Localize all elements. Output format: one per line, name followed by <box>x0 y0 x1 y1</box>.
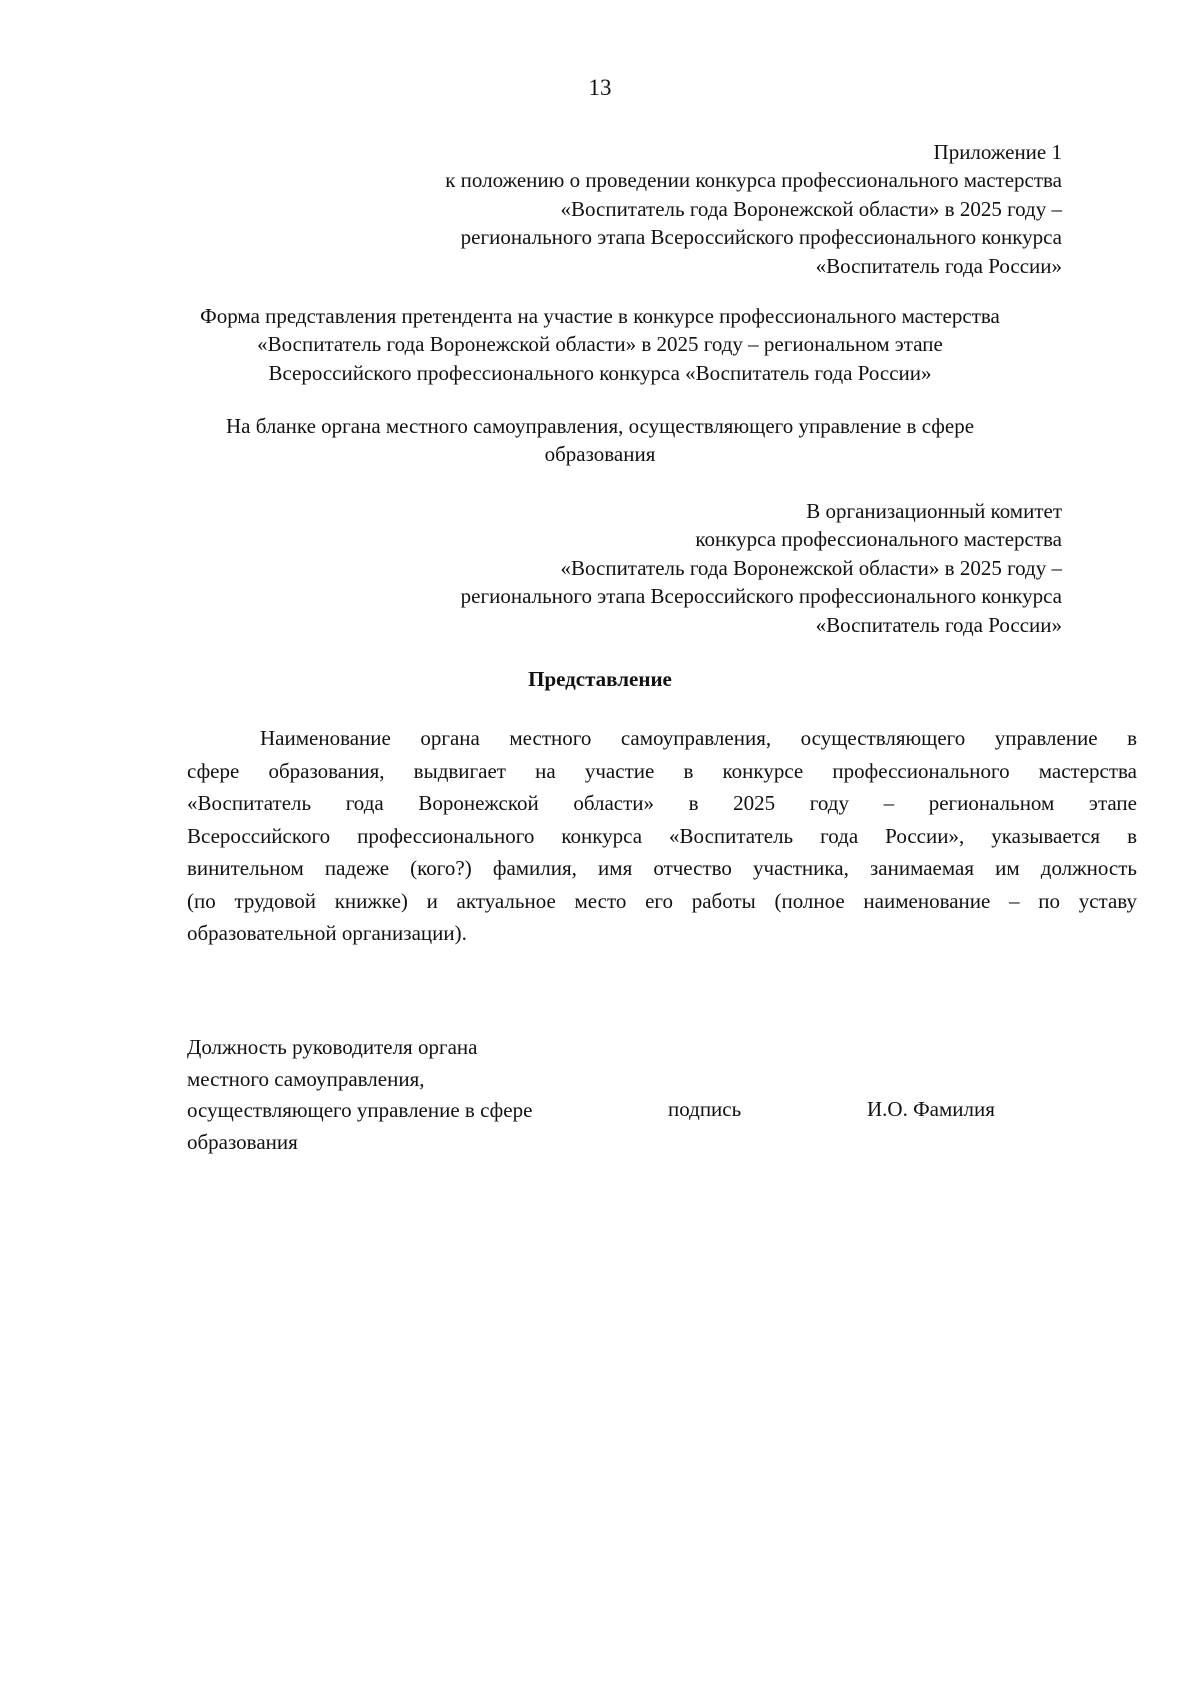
signature-placeholder: подпись <box>668 1097 742 1121</box>
body-line: винительном падеже (кого?) фамилия, имя отчество участника, занимаемая им должность <box>187 856 1137 880</box>
signatory-position-line: местного самоуправления, <box>187 1066 425 1091</box>
form-title-line: Форма представления претендента на участие в конкурсе профессионального мастерства <box>200 304 1000 328</box>
addressee-line: конкурса профессионального мастерства <box>695 527 1062 552</box>
body-line: сфере образования, выдвигает на участие в конкурсе профессионального мастерства <box>187 758 1137 783</box>
page-number: 13 <box>588 75 612 100</box>
signatory-name: И.О. Фамилия <box>867 1097 995 1121</box>
form-title <box>150 302 1050 387</box>
appendix-line: регионального этапа Всероссийского профессионального конкурса <box>460 225 1062 250</box>
addressee-line: В организационный комитет <box>806 499 1062 523</box>
appendix-line: «Воспитатель года России» <box>815 253 1062 278</box>
form-title-line: Всероссийского профессионального конкурса «Воспитатель года России» <box>268 360 932 385</box>
appendix-line: «Воспитатель года Воронежской области» в 2025 году – <box>560 196 1062 221</box>
letterhead-note-line: образования <box>544 442 656 467</box>
signatory-position-line: образования <box>187 1129 298 1154</box>
letterhead-note <box>150 412 1050 469</box>
addressee-line: «Воспитатель года России» <box>815 612 1062 637</box>
signatory-position-line: Должность руководителя органа <box>187 1035 478 1059</box>
appendix-header <box>445 138 1062 280</box>
body-paragraph <box>187 722 1137 950</box>
signatory-position-line: осуществляющего управление в сфере <box>187 1098 533 1122</box>
body-line: «Воспитатель года Воронежской области» в 2025 году – региональном этапе <box>187 791 1137 815</box>
body-line: Наименование органа местного самоуправления, осуществляющего управление в <box>260 726 1137 750</box>
document-heading: Представление <box>528 667 672 691</box>
addressee-block <box>461 497 1062 639</box>
letterhead-note-line: На бланке органа местного самоуправления, осуществляющего управление в сфере <box>225 414 975 438</box>
form-title-line: «Воспитатель года Воронежской области» в 2025 году – региональном этапе <box>257 332 943 357</box>
body-line: образовательной организации). <box>187 921 467 945</box>
addressee-line: «Воспитатель года Воронежской области» в 2025 году – <box>560 555 1062 580</box>
addressee-line: регионального этапа Всероссийского профессионального конкурса <box>460 584 1062 609</box>
appendix-line: к положению о проведении конкурса профессионального мастерства <box>445 168 1062 193</box>
signatory-position <box>187 1032 532 1158</box>
body-line: (по трудовой книжке) и актуальное место его работы (полное наименование – по уставу <box>187 888 1137 913</box>
appendix-line: Приложение 1 <box>933 140 1062 164</box>
body-line: Всероссийского профессионального конкурса «Воспитатель года России», указывается в <box>187 823 1137 848</box>
